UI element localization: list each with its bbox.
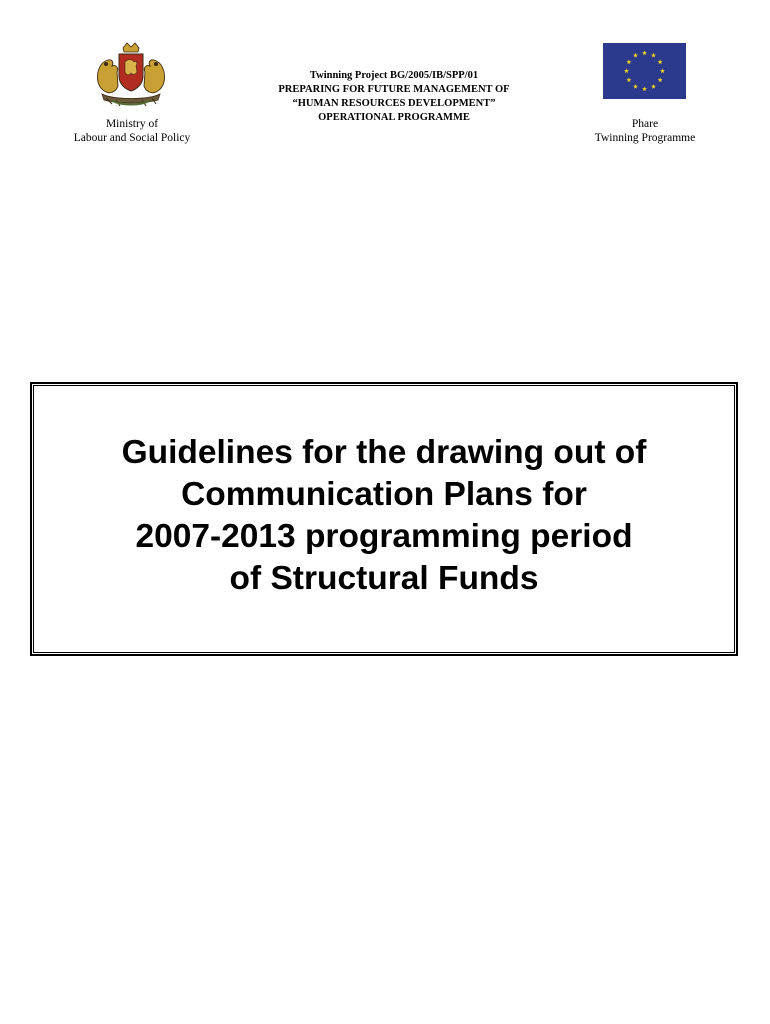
phare-programme-name: [570, 117, 720, 145]
project-header: [234, 69, 554, 125]
project-line-4: OPERATIONAL PROGRAMME: [318, 112, 470, 123]
ministry-line-2: Labour and Social Policy: [73, 132, 191, 144]
project-line-3: “HUMAN RESOURCES DEVELOPMENT”: [292, 98, 496, 109]
title-line-2: Communication Plans for: [181, 476, 587, 513]
ministry-line-1: Ministry of: [105, 118, 159, 130]
bulgarian-coat-of-arms-icon: [92, 42, 170, 108]
title-box: [30, 382, 738, 656]
title-line-4: of Structural Funds: [229, 560, 539, 597]
project-line-1: Twinning Project BG/2005/IB/SPP/01: [309, 70, 479, 81]
project-line-2: PREPARING FOR FUTURE MANAGEMENT OF: [278, 84, 510, 95]
eu-flag-icon: [603, 43, 686, 99]
phare-line-2: Twinning Programme: [594, 132, 696, 144]
title-line-3: 2007-2013 programming period: [135, 518, 633, 555]
document-title: [32, 432, 736, 600]
title-line-1: Guidelines for the drawing out of: [121, 434, 647, 471]
phare-line-1: Phare: [631, 118, 659, 130]
ministry-name: [40, 117, 224, 145]
